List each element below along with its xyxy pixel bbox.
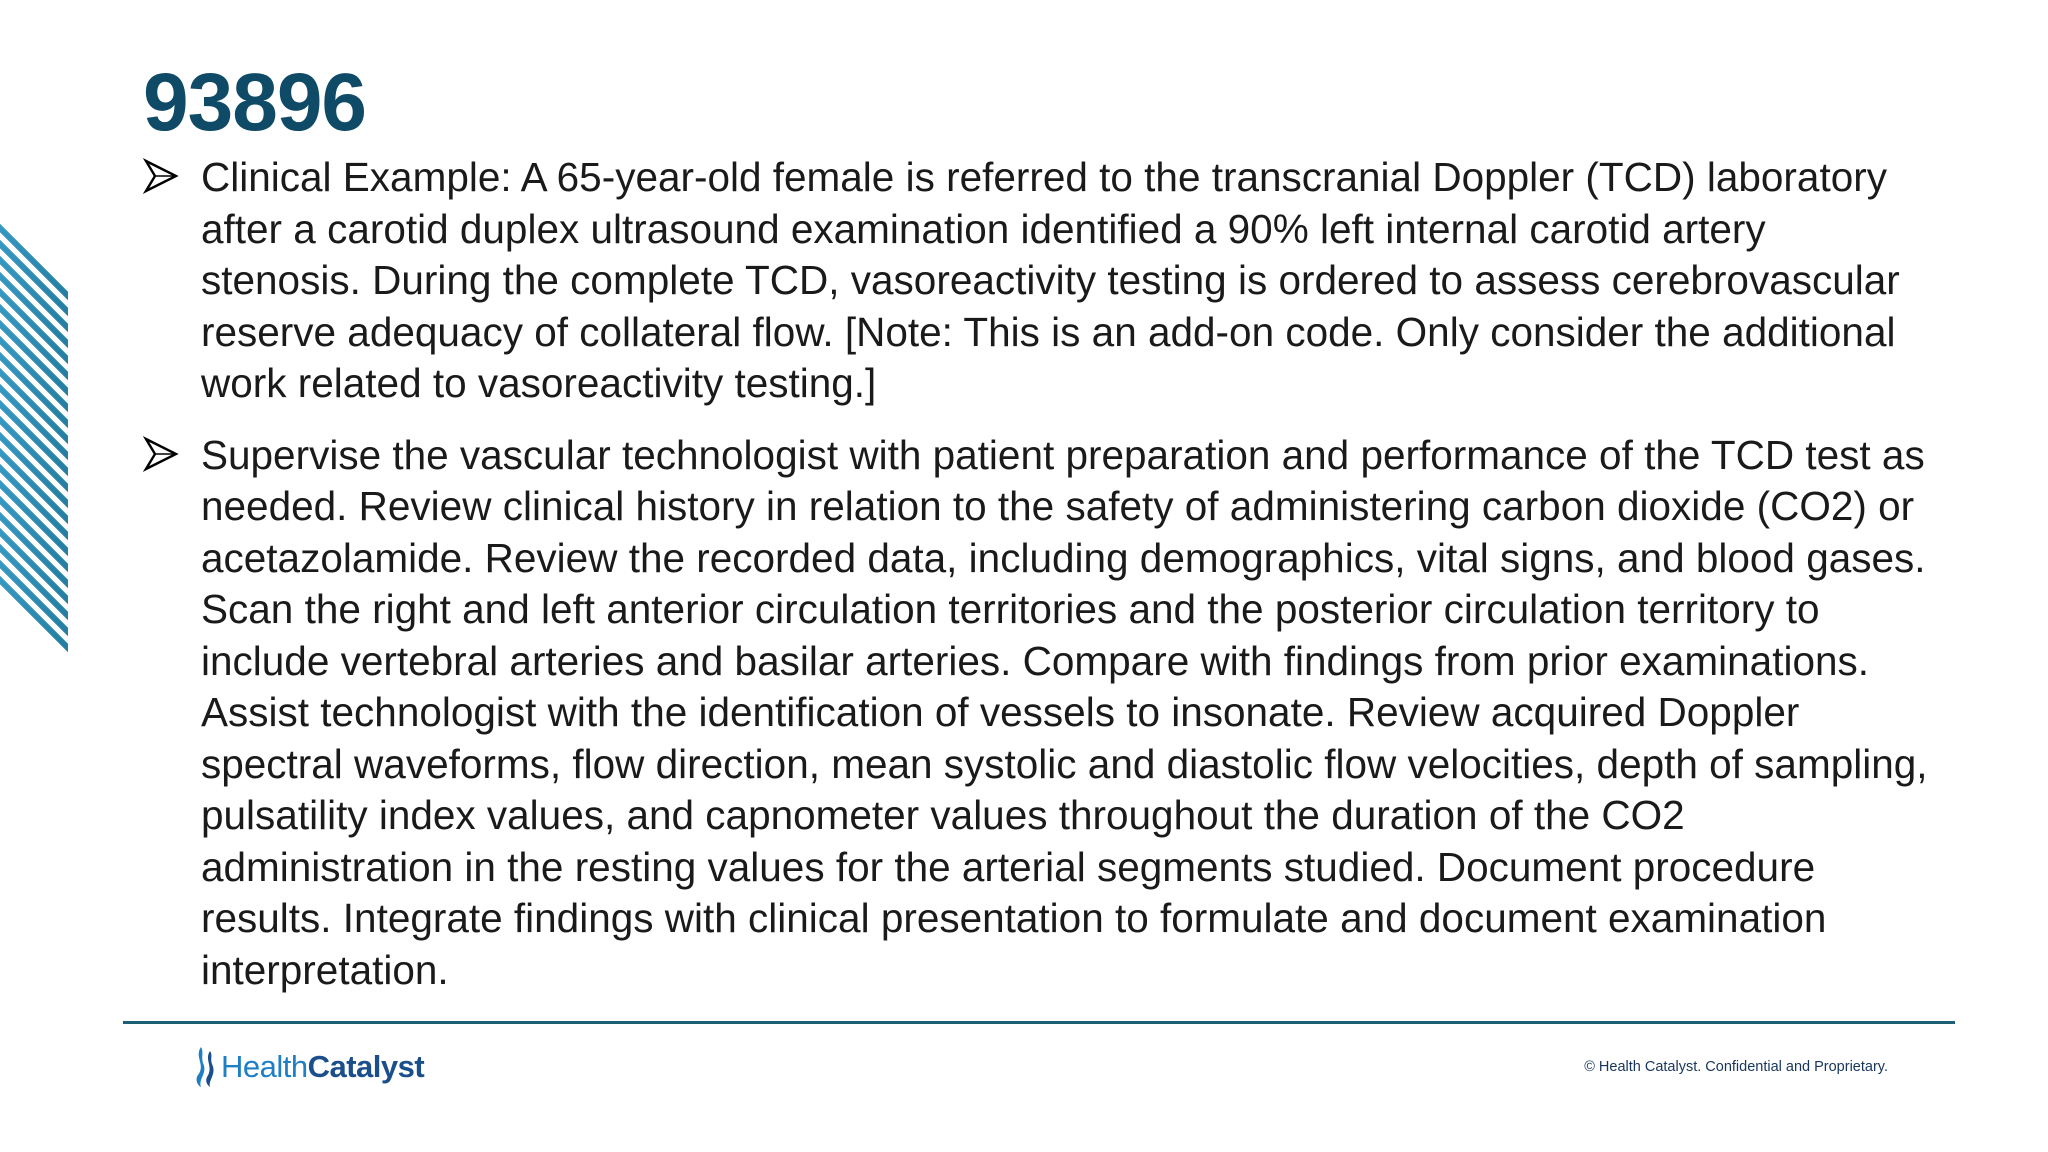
- health-catalyst-logo: [192, 1043, 424, 1091]
- logo-text-health: Health: [221, 1049, 308, 1084]
- bullet-text: Clinical Example: A 65-year-old female is referred to the transcranial Doppler (TCD) laboratory after a carotid duplex ultrasound examination identified a 90% left internal carotid artery stenosis. During the complete TCD, vasoreactivity testing is ordered to assess cerebrovascular reserve adequacy of collateral flow. [Note: This is an add-on code. Only consider the additional work related to vasoreactivity testing.]: [201, 154, 1900, 406]
- copyright-notice: © Health Catalyst. Confidential and Proprietary.: [1584, 1059, 1888, 1075]
- flame-logo-icon: [192, 1045, 218, 1089]
- decorative-stripes: [0, 218, 68, 658]
- arrowhead-bullet-icon: [143, 436, 179, 472]
- bullet-list: [143, 152, 1933, 1016]
- arrowhead-bullet-icon: [143, 158, 179, 194]
- logo-text-catalyst: Catalyst: [307, 1049, 425, 1084]
- bullet-item-supervise: [143, 430, 1933, 997]
- bullet-text: Supervise the vascular technologist with patient preparation and performance of the TCD test as needed. Review clinical history in relation to the safety of administering carbon dioxide (CO2) or acetazolamide. Review the recorded data, including demographics, vital signs, and blood gases. Scan the right and left anterior circulation territories and the posterior circulation territory to include vertebral arteries and basilar arteries. Compare with findings from prior examinations. Assist technologist with the identification of vessels to insonate. Review acquired Doppler spectral waveforms, flow direction, mean systolic and diastolic flow velocities, depth of sampling, pulsatility index values, and capnometer values throughout the duration of the CO2 administration in the resting values for the arterial segments studied. Document procedure results. Integrate findings with clinical presentation to formulate and document examination interpretation.: [201, 431, 1928, 993]
- slide-title: 93896: [143, 57, 367, 148]
- footer-divider: [123, 1021, 1955, 1024]
- bullet-item-clinical-example: [143, 152, 1933, 410]
